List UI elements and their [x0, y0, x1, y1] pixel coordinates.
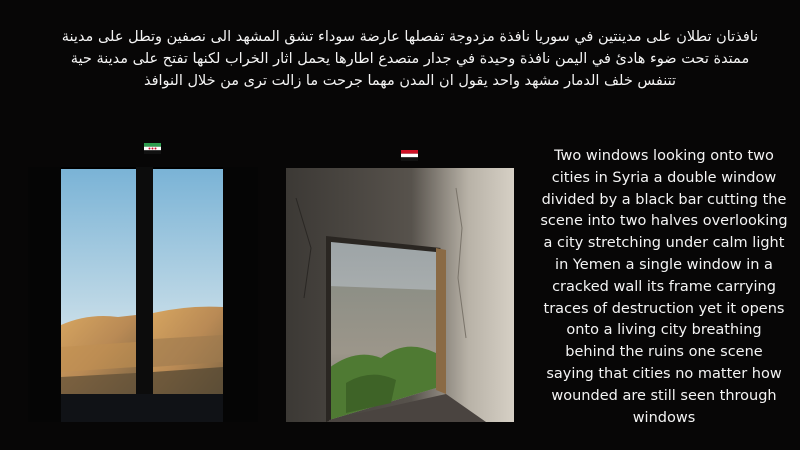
yemen-window-photo [286, 168, 514, 422]
arabic-caption: نافذتان تطلان على مدينتين في سوريا نافذة مزدوجة تفصلها عارضة سوداء تشق المشهد الى نصفين وتطل على مدينة ممتدة تحت ضوء هادئ في اليمن نافذة وحيدة في جدار متصدع اطارها يحمل اثار الخراب لكنها تفتح على مدينة حية تتنفس خلف الدمار مشهد واحد يقول ان المدن مهما جرحت ما زالت ترى من خلال النوافذ [61, 29, 759, 89]
syria-window-photo [28, 167, 258, 422]
syria-flag-icon [144, 143, 161, 154]
english-caption: Two windows looking onto two cities in Syria a double window divided by a black bar cutting the scene into two halves overlooking a city stretching under calm light in Yemen a single window in a cracked wall its frame carrying traces of destruction yet it opens onto a living city breathing behind the ruins one scene saying that cities no matter how wounded are still seen through windows [540, 148, 788, 426]
yemen-flag-icon [401, 150, 418, 161]
